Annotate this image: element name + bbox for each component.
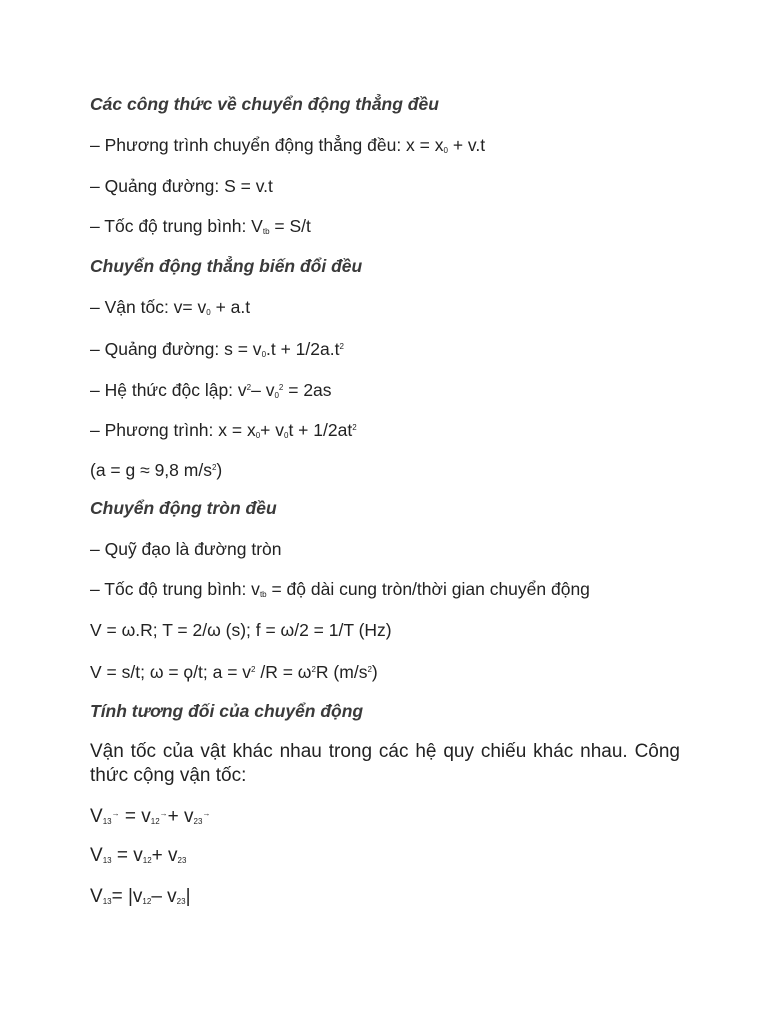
accel-equation-prefix: – Phương trình: x = x xyxy=(90,420,256,440)
accel-equation-mid2: t + 1/2at xyxy=(288,420,353,440)
difference-formula xyxy=(90,886,191,913)
diff-s1: 13 xyxy=(102,897,112,906)
circular-formula2-prefix: V = s/t; ω = ϙ/t; a = v xyxy=(90,662,252,682)
circular-formula-1: V = ω.R; T = 2/ω (s); f = ω/2 = 1/T (Hz) xyxy=(90,620,392,640)
gravity-prefix: (a = g ≈ 9,8 m/s xyxy=(90,460,212,480)
diff-s3: 23 xyxy=(176,897,186,906)
heading-accelerated-motion: Chuyển động thẳng biến đổi đều xyxy=(90,256,363,276)
diff-p3: – v xyxy=(151,886,177,907)
circular-formula2-sup2: 2 xyxy=(311,665,316,674)
circular-avg-speed-sub: tb xyxy=(259,590,267,599)
sum-s1: 13 xyxy=(102,856,112,865)
sum-p2: = v xyxy=(111,845,143,866)
diff-p4: | xyxy=(185,886,191,907)
vector-sum-formula xyxy=(90,803,210,833)
circular-avg-speed-line xyxy=(90,578,590,606)
uniform-avg-speed-line xyxy=(90,215,311,243)
vec-p1: V xyxy=(90,806,103,827)
sum-p3: + v xyxy=(151,845,178,866)
accel-equation-line xyxy=(90,417,357,447)
uniform-distance-line: – Quảng đường: S = v.t xyxy=(90,176,273,196)
uniform-avg-speed-suffix: = S/t xyxy=(269,216,311,236)
circular-formula2-mid2: R (m/s xyxy=(315,662,368,682)
relativity-paragraph: Vận tốc của vật khác nhau trong các hệ quy chiếu khác nhau. Công thức cộng vận tốc: xyxy=(90,741,680,786)
diff-p2: = |v xyxy=(111,886,143,907)
diff-p1: V xyxy=(90,886,103,907)
accel-distance-sup: 2 xyxy=(339,342,344,351)
accel-equation-mid: + v xyxy=(260,420,284,440)
circular-formula2-mid: /R = ω xyxy=(255,662,312,682)
accel-independent-sup1: 2 xyxy=(246,383,252,392)
gravity-line xyxy=(90,457,222,481)
gravity-suffix: ) xyxy=(216,460,223,480)
vec-p3: + v xyxy=(167,806,194,827)
sum-p1: V xyxy=(90,845,103,866)
heading-uniform-motion: Các công thức về chuyển động thẳng đều xyxy=(90,94,439,114)
heading-relativity: Tính tương đối của chuyển động xyxy=(90,701,364,721)
accel-independent-prefix: – Hệ thức độc lập: v xyxy=(90,380,247,400)
circular-formula-2 xyxy=(90,659,378,683)
accel-independent-suffix: = 2as xyxy=(283,380,332,400)
accel-independent-sup2: 2 xyxy=(278,383,284,392)
accel-velocity-prefix: – Vận tốc: v= v xyxy=(90,297,207,317)
scalar-sum-formula xyxy=(90,845,186,872)
uniform-equation-suffix: + v.t xyxy=(447,135,486,155)
sum-s2: 12 xyxy=(142,856,152,865)
vec-a1: → xyxy=(111,809,120,818)
vec-s3: 23 xyxy=(193,817,203,826)
gravity-sup: 2 xyxy=(211,463,217,472)
accel-equation-sub1: 0 xyxy=(255,431,261,440)
accel-distance-line xyxy=(90,336,344,366)
uniform-avg-speed-prefix: – Tốc độ trung bình: V xyxy=(90,216,263,236)
accel-equation-sub2: 0 xyxy=(284,431,289,440)
accel-equation-sup: 2 xyxy=(352,423,357,432)
vec-s1: 13 xyxy=(102,817,112,826)
uniform-equation-line xyxy=(90,134,485,162)
accel-distance-sub: 0 xyxy=(261,350,267,359)
accel-independent-mid: – v xyxy=(251,380,275,400)
uniform-equation-prefix: – Phương trình chuyển động thẳng đều: x = x xyxy=(90,135,444,155)
circular-avg-speed-prefix: – Tốc độ trung bình: v xyxy=(90,579,260,599)
circular-formula2-sup1: 2 xyxy=(251,665,256,674)
circular-trajectory-line: – Quỹ đạo là đường tròn xyxy=(90,539,282,559)
uniform-equation-sub: 0 xyxy=(443,146,448,155)
circular-formula2-suffix: ) xyxy=(371,662,378,682)
circular-formula2-sup3: 2 xyxy=(367,665,372,674)
vec-p2: = v xyxy=(119,806,151,827)
circular-avg-speed-suffix: = độ dài cung tròn/thời gian chuyển động xyxy=(266,579,590,599)
accel-distance-prefix: – Quảng đường: s = v xyxy=(90,339,262,359)
accel-velocity-suffix: + a.t xyxy=(210,297,251,317)
accel-distance-mid: .t + 1/2a.t xyxy=(266,339,340,359)
accel-independent-line xyxy=(90,377,332,407)
accel-velocity-line xyxy=(90,296,250,324)
uniform-avg-speed-sub: tb xyxy=(262,227,270,236)
accel-velocity-sub: 0 xyxy=(206,308,211,317)
vec-s2: 12 xyxy=(150,817,160,826)
heading-circular-motion: Chuyển động tròn đều xyxy=(90,498,277,518)
diff-s2: 12 xyxy=(142,897,152,906)
vec-a3: → xyxy=(202,809,211,818)
sum-s3: 23 xyxy=(177,856,187,865)
vec-a2: → xyxy=(159,809,168,818)
accel-independent-sub: 0 xyxy=(274,391,279,400)
